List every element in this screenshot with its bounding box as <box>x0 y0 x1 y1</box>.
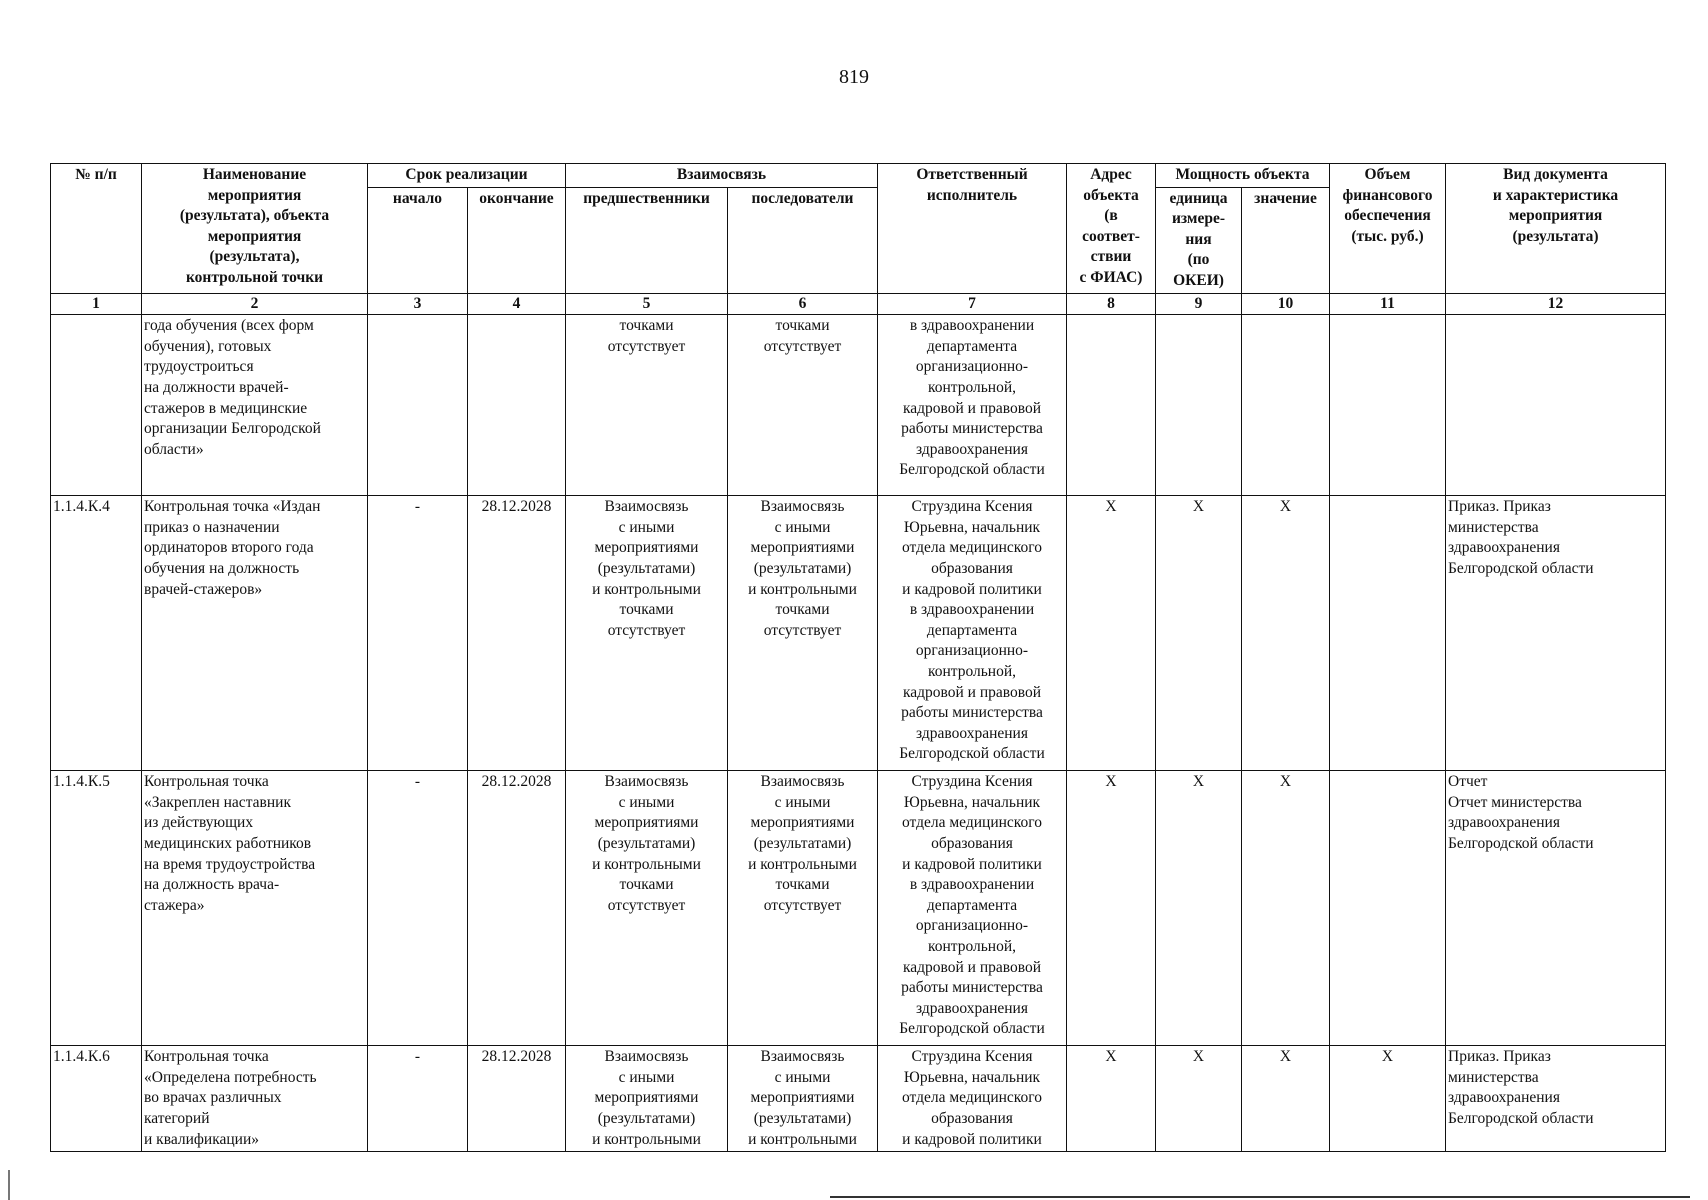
row-financing <box>1330 315 1446 496</box>
row-predecessors: Взаимосвязь с иными мероприятиями (результатами) и контрольными точками отсутствует <box>566 771 728 1046</box>
row-value <box>1242 315 1330 496</box>
header-successors: последователи <box>728 187 878 293</box>
row-address: Х <box>1067 771 1156 1046</box>
row-unit: Х <box>1156 496 1242 771</box>
row-document <box>1446 315 1666 496</box>
header-unit: единица измере- ния (по ОКЕИ) <box>1156 187 1242 293</box>
row-successors: точками отсутствует <box>728 315 878 496</box>
row-name: года обучения (всех форм обучения), готовых трудоустроиться на должности врачей- стажеров в медицинские организации Белгородской области» <box>142 315 368 496</box>
column-number: 1 <box>51 293 142 315</box>
scan-edge-mark <box>8 1170 10 1200</box>
column-number: 12 <box>1446 293 1666 315</box>
scan-edge-line <box>830 1196 1690 1198</box>
row-unit: Х <box>1156 1046 1242 1152</box>
row-end <box>468 315 566 496</box>
row-end: 28.12.2028 <box>468 496 566 771</box>
row-financing: Х <box>1330 1046 1446 1152</box>
row-financing <box>1330 771 1446 1046</box>
row-document: Приказ. Приказ министерства здравоохранения Белгородской области <box>1446 496 1666 771</box>
header-address: Адрес объекта (в соответ- ствии с ФИАС) <box>1067 164 1156 294</box>
row-start: - <box>368 496 468 771</box>
row-value: Х <box>1242 771 1330 1046</box>
row-document: Отчет Отчет министерства здравоохранения Белгородской области <box>1446 771 1666 1046</box>
column-number: 3 <box>368 293 468 315</box>
column-number: 4 <box>468 293 566 315</box>
row-name: Контрольная точка «Закреплен наставник из действующих медицинских работников на время трудоустройства на должность врача- стажера» <box>142 771 368 1046</box>
header-value: значение <box>1242 187 1330 293</box>
row-value: Х <box>1242 1046 1330 1152</box>
header-power-group: Мощность объекта <box>1156 164 1330 188</box>
row-number: 1.1.4.К.4 <box>51 496 142 771</box>
row-successors: Взаимосвязь с иными мероприятиями (результатами) и контрольными точками отсутствует <box>728 496 878 771</box>
column-number: 11 <box>1330 293 1446 315</box>
row-financing <box>1330 496 1446 771</box>
header-term-group: Срок реализации <box>368 164 566 188</box>
column-number-row <box>51 293 1666 315</box>
header-responsible: Ответственный исполнитель <box>878 164 1067 294</box>
table-row <box>51 771 1666 1046</box>
page-number: 819 <box>839 66 869 88</box>
header-start: начало <box>368 187 468 293</box>
row-unit: Х <box>1156 771 1242 1046</box>
table-row <box>51 1046 1666 1152</box>
row-address: Х <box>1067 1046 1156 1152</box>
table-row <box>51 315 1666 496</box>
row-unit <box>1156 315 1242 496</box>
header-document: Вид документа и характеристика мероприятия (результата) <box>1446 164 1666 294</box>
header-predecessors: предшественники <box>566 187 728 293</box>
row-predecessors: Взаимосвязь с иными мероприятиями (результатами) и контрольными точками отсутствует <box>566 496 728 771</box>
column-number: 7 <box>878 293 1067 315</box>
row-name: Контрольная точка «Определена потребность во врачах различных категорий и квалификации» <box>142 1046 368 1152</box>
column-number: 2 <box>142 293 368 315</box>
row-start <box>368 315 468 496</box>
row-responsible: Струздина Ксения Юрьевна, начальник отдела медицинского образования и кадровой политики <box>878 1046 1067 1152</box>
row-responsible: Струздина Ксения Юрьевна, начальник отдела медицинского образования и кадровой политики в здравоохранении департамента организационно- контрольной, кадровой и правовой работы министерства здравоохранения Белгородской области <box>878 771 1067 1046</box>
table-row <box>51 496 1666 771</box>
row-end: 28.12.2028 <box>468 771 566 1046</box>
header-row-1 <box>51 164 1666 188</box>
row-number: 1.1.4.К.5 <box>51 771 142 1046</box>
plan-table <box>50 163 1666 1152</box>
row-predecessors: точками отсутствует <box>566 315 728 496</box>
row-predecessors: Взаимосвязь с иными мероприятиями (результатами) и контрольными <box>566 1046 728 1152</box>
row-name: Контрольная точка «Издан приказ о назначении ординаторов второго года обучения на должность врачей-стажеров» <box>142 496 368 771</box>
row-start: - <box>368 1046 468 1152</box>
row-responsible: Струздина Ксения Юрьевна, начальник отдела медицинского образования и кадровой политики в здравоохранении департамента организационно- контрольной, кадровой и правовой работы министерства здравоохранения Белгородской области <box>878 496 1067 771</box>
row-successors: Взаимосвязь с иными мероприятиями (результатами) и контрольными <box>728 1046 878 1152</box>
row-value: Х <box>1242 496 1330 771</box>
header-financing: Объем финансового обеспечения (тыс. руб.) <box>1330 164 1446 294</box>
column-number: 9 <box>1156 293 1242 315</box>
row-address <box>1067 315 1156 496</box>
row-number: 1.1.4.К.6 <box>51 1046 142 1152</box>
header-name: Наименование мероприятия (результата), объекта мероприятия (результата), контрольной точки <box>142 164 368 294</box>
column-number: 5 <box>566 293 728 315</box>
row-start: - <box>368 771 468 1046</box>
row-address: Х <box>1067 496 1156 771</box>
column-number: 10 <box>1242 293 1330 315</box>
row-document: Приказ. Приказ министерства здравоохранения Белгородской области <box>1446 1046 1666 1152</box>
row-responsible: в здравоохранении департамента организационно- контрольной, кадровой и правовой работы министерства здравоохранения Белгородской области <box>878 315 1067 496</box>
column-number: 8 <box>1067 293 1156 315</box>
column-number: 6 <box>728 293 878 315</box>
row-number <box>51 315 142 496</box>
header-end: окончание <box>468 187 566 293</box>
header-link-group: Взаимосвязь <box>566 164 878 188</box>
header-num: № п/п <box>51 164 142 294</box>
row-successors: Взаимосвязь с иными мероприятиями (результатами) и контрольными точками отсутствует <box>728 771 878 1046</box>
row-end: 28.12.2028 <box>468 1046 566 1152</box>
